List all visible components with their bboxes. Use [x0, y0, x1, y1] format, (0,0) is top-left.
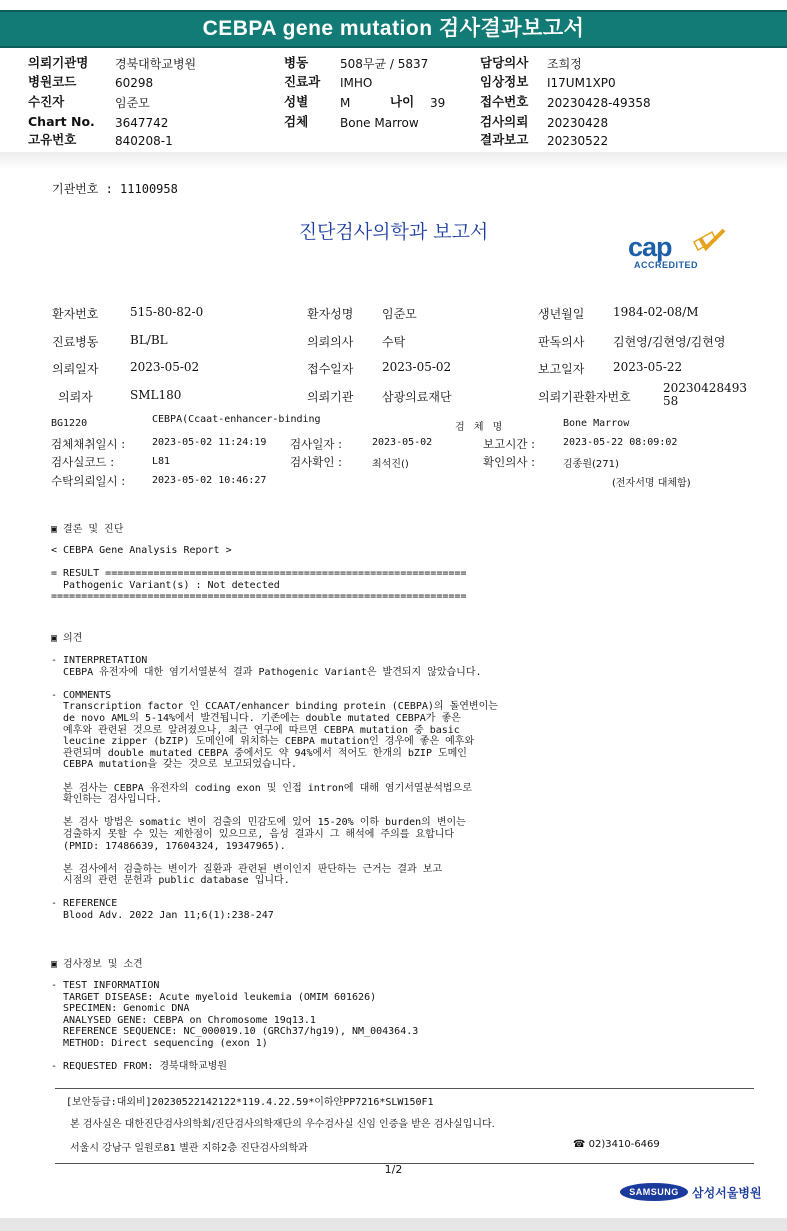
patient-info-value: 2023-05-22 [613, 360, 683, 374]
test-date-label: 검사일자 : [290, 437, 342, 451]
page-number: 1/2 [384, 1163, 403, 1176]
patient-info-value: 삼광의료재단 [382, 390, 452, 404]
specimen-value: Bone Marrow [563, 418, 630, 429]
test-date-value: 2023-05-02 [372, 437, 433, 448]
patient-info-label: 의뢰기관 [307, 390, 354, 404]
patient-info-value: 김현영/김현영/김현영 [613, 335, 726, 349]
patient-info-label: 판독의사 [538, 335, 585, 349]
header-value: 임준모 [115, 96, 150, 110]
section-divider [0, 152, 787, 170]
header-label: Chart No. [28, 114, 95, 129]
patient-info-label: 의뢰자 [58, 390, 93, 404]
header-value: 경북대학교병원 [115, 57, 197, 71]
hospital-name: 삼성서울병원 [692, 1186, 762, 1200]
patient-info-label: 보고일자 [538, 362, 585, 376]
header-label: 접수번호 [480, 94, 529, 109]
report-time-label: 보고시간 : [483, 437, 535, 451]
patient-info-label: 환자번호 [52, 307, 99, 321]
patient-info-value: 2023-05-02 [382, 360, 452, 374]
patient-info-value: SML180 [130, 388, 182, 402]
esign-note: (전자서명 대체함) [612, 478, 691, 489]
patient-info-label: 의뢰일자 [52, 362, 99, 376]
header-value: 조희정 [547, 57, 582, 71]
header-value: 508무균 / 5837 [340, 57, 429, 71]
header-label: 임상정보 [480, 74, 529, 89]
specimen-label: 검 체 명 [455, 422, 506, 433]
section-conclusion-body: < CEBPA Gene Analysis Report > = RESULT ============================================================ Pathogenic Variant(s) : Not detected ===================================================================== [51, 545, 467, 603]
header-value: 840208-1 [115, 134, 173, 148]
patient-info-value: 임준모 [382, 307, 417, 321]
header-value: 20230428-49358 [547, 96, 651, 110]
patient-info-value: 515-80-82-0 [130, 305, 204, 319]
report-title: CEBPA gene mutation 검사결과보고서 [0, 10, 787, 48]
section-testinfo-title: ▣ 검사정보 및 소견 [51, 959, 143, 970]
header-label: 수진자 [28, 94, 65, 109]
patient-info-label: 생년월일 [538, 307, 585, 321]
cap-text: cap [628, 232, 672, 262]
header-label: 병동 [284, 55, 309, 70]
patient-info-label: 환자성명 [307, 307, 354, 321]
footer-address: 서울시 강남구 일원로81 별관 지하2층 진단검사의학과 [70, 1143, 308, 1154]
header-value: 3647742 [115, 116, 169, 130]
header-label: 병원코드 [28, 74, 77, 89]
header-label: 성별 [284, 94, 309, 109]
collect-label: 검체채취일시 : [51, 437, 126, 451]
patient-info-value: 2023042849358 [663, 381, 747, 408]
collect-value: 2023-05-02 11:24:19 [152, 437, 267, 448]
footer-phone: ☎ 02)3410-6469 [573, 1139, 660, 1150]
patient-info-value: 1984-02-08/M [613, 305, 699, 319]
section-conclusion-title: ▣ 결론 및 진단 [51, 524, 124, 535]
footer-security: [보안등급:대외비]20230522142122*119.4.22.59*이하얀PP7216*SLW150F1 [66, 1097, 434, 1108]
header-label: 진료과 [284, 74, 321, 89]
bottom-strip [0, 1218, 787, 1231]
confirm-doctor-label: 확인의사 : [483, 455, 535, 469]
section-testinfo-body: - TEST INFORMATION TARGET DISEASE: Acute myeloid leukemia (OMIM 601626) SPECIMEN: Genomic DNA ANALYSED GENE: CEBPA on Chromosome 19q13.1 REFERENCE SEQUENCE: NC_000019.10 (GRCh37/hg19), NM_004364.3 METHOD: Direct sequencing (exon 1) - REQUESTED FROM: 경북대학교병원 [51, 980, 419, 1073]
header-value: 60298 [115, 76, 154, 90]
patient-info-label: 진료병동 [52, 335, 99, 349]
patient-info-value: 수탁 [382, 335, 406, 349]
header-value: IMHO [340, 76, 373, 90]
cap-accredited-text: ACCREDITED [634, 260, 699, 270]
header-value: 20230428 [547, 116, 609, 130]
test-name: CEBPA(Ccaat-enhancer-binding [152, 414, 321, 425]
patient-info-label: 의뢰의사 [307, 335, 354, 349]
header-value: Bone Marrow [340, 116, 419, 130]
header-label: 결과보고 [480, 132, 529, 147]
test-confirm-label: 검사확인 : [290, 455, 342, 469]
test-code: BG1220 [51, 418, 88, 429]
header-label: 의뢰기관명 [28, 55, 89, 70]
footer-cert: 본 검사실은 대한진단검사의학회/진단검사의학재단의 우수검사실 신임 인증을 받은 검사실입니다. [70, 1119, 495, 1130]
test-confirm-value: 최석진() [372, 459, 409, 470]
header-label: 고유번호 [28, 132, 77, 147]
header-value: M [340, 96, 351, 110]
receive-label: 수탁의뢰일시 : [51, 474, 126, 488]
section-opinion-title: ▣ 의견 [51, 633, 83, 644]
receive-value: 2023-05-02 10:46:27 [152, 475, 267, 486]
header-value: 20230522 [547, 134, 609, 148]
samsung-logo: SAMSUNG [620, 1183, 688, 1201]
header-label: 나이 [390, 94, 415, 109]
document-title: 진단검사의학과 보고서 [298, 221, 489, 243]
section-opinion-body: - INTERPRETATION CEBPA 유전자에 대한 염기서열분석 결과 Pathogenic Variant은 발견되지 않았습니다. - COMMENTS Transcription factor 인 CCAAT/enhancer binding protein (CEBPA)의 돌연변이는 de novo AML의 5-14%에서 발견됩니다. 기존에는 double mutated CEBPA가 좋은 예후와 관련된 것으로 알려졌으나, 최근 연구에 따르면 CEBPA mutation 중 basic leucine zipper (bZIP) 도메인에 위치하는 CEBPA mutation인 경우에 좋은 예후와 관련되며 double mutated CEBPA 중에서도 약 94%에서 적어도 한개의 bZIP 도메인 CEBPA mutation을 갖는 것으로 보고되었습니다. 본 검사는 CEBPA 유전자의 coding exon 및 인접 intron에 대해 염기서열분석법으로 확인하는 검사입니다. 본 검사 방법은 somatic 변이 검출의 민감도에 있어 15-20% 이하 burden의 변이는 검출하지 못할 수 있는 제한점이 있으므로, 음성 결과시 그 해석에 주의를 요합니다 (PMID: 17486639, 17604324, 19347965). 본 검사에서 검출하는 변이가 질환과 관련된 변이인지 판단하는 근거는 결과 보고 시점의 관련 문헌과 public database 입니다. - REFERENCE Blood Adv. 2022 Jan 11;6(1):238-247 [51, 655, 498, 922]
patient-info-label: 접수일자 [307, 362, 354, 376]
header-label: 검사의뢰 [480, 114, 529, 129]
report-time-value: 2023-05-22 08:09:02 [563, 437, 678, 448]
institution-number: 기관번호 : 11100958 [52, 182, 178, 196]
header-label: 담당의사 [480, 55, 529, 70]
lab-code-label: 검사실코드 : [51, 455, 115, 469]
patient-info-value: BL/BL [130, 333, 168, 347]
patient-info-label: 의뢰기관환자번호 [538, 390, 631, 404]
lab-code-value: L81 [152, 456, 171, 467]
header-value: 39 [430, 96, 446, 110]
confirm-doctor-value: 김종원(271) [563, 459, 619, 470]
header-value: I17UM1XP0 [547, 76, 616, 90]
header-label: 검체 [284, 114, 309, 129]
patient-info-value: 2023-05-02 [130, 360, 200, 374]
